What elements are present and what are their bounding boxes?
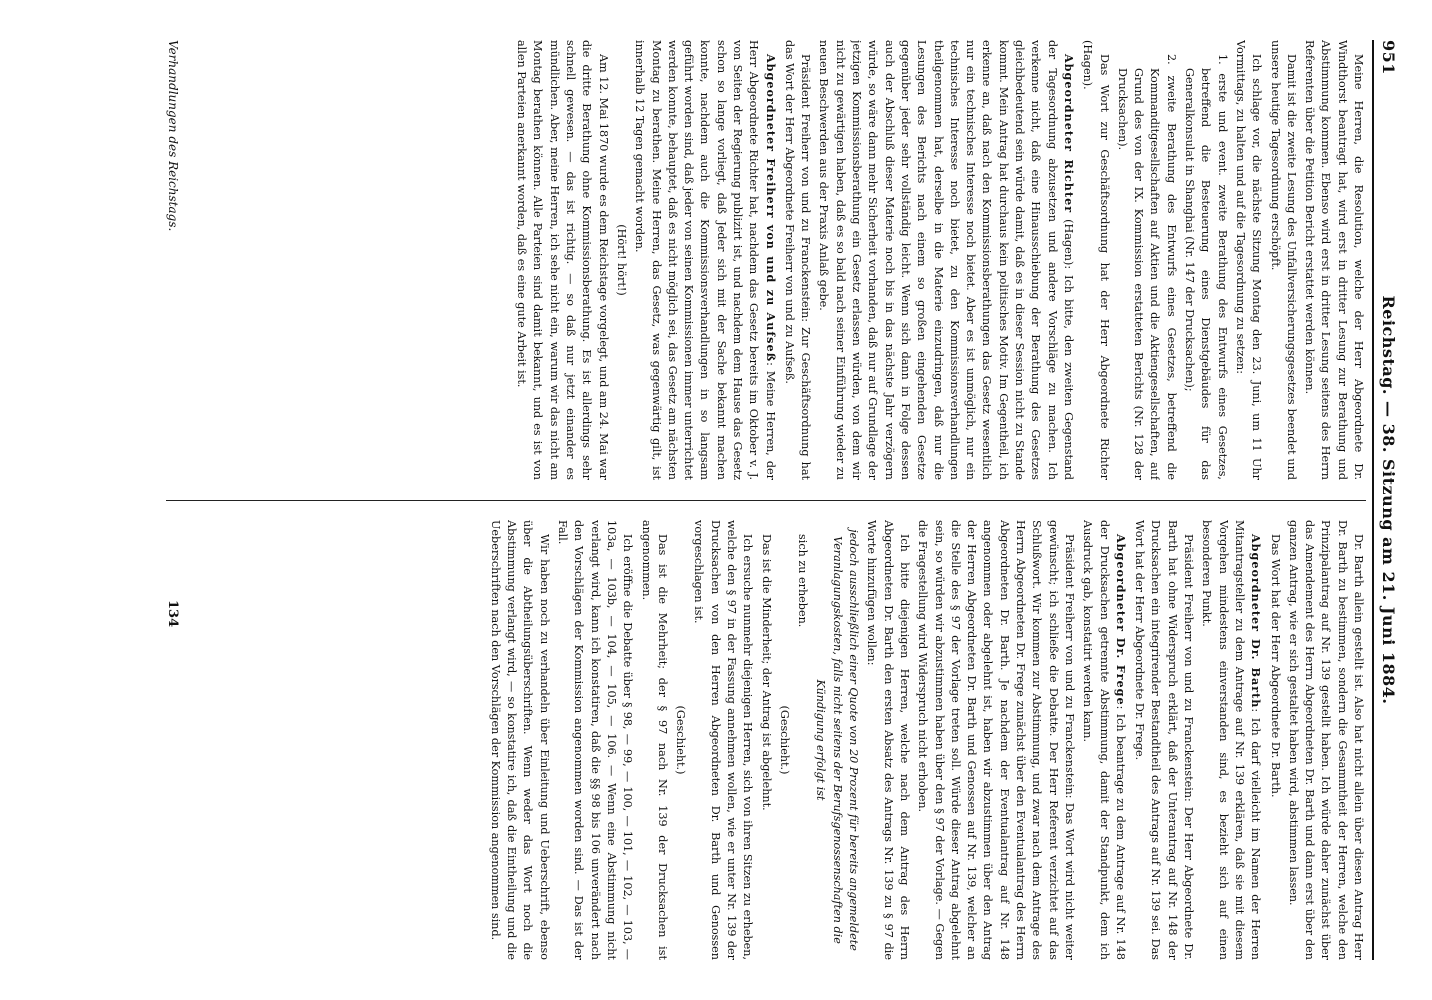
paragraph xyxy=(757,520,773,960)
paragraph xyxy=(631,40,779,480)
paragraph xyxy=(672,520,688,960)
paragraph xyxy=(1131,520,1196,960)
speaker-name: Abgeordneter Dr. Barth xyxy=(1249,534,1264,709)
paragraph-text: (Geschieht.) xyxy=(674,705,688,775)
paragraph xyxy=(815,40,1077,480)
paragraph-text: 2. zweite Berathung des Entwurfs eines Gesetzes, betreffend die Kommanditgesellschaften auf Aktien und die Aktiengesellschaften, auf Grund des von der IX. Kommission erstatteten Berichts (Nr. 128 der Drucksachen). xyxy=(1115,54,1178,480)
paragraph xyxy=(1114,40,1179,480)
footer-page-ref: 134 xyxy=(165,600,180,628)
paragraph-text: Das Wort zur Geschäftsordnung hat der Herr Abgeordnete Richter (Hagen). xyxy=(1081,40,1111,480)
paragraph xyxy=(1285,520,1366,960)
paragraph xyxy=(513,40,611,480)
right-column xyxy=(30,520,1366,960)
paragraph-text: Das ist die Minderheit; der Antrag ist abgelehnt. xyxy=(759,534,773,811)
speaker-name: Abgeordneter Freiherr von und zu Aufseß xyxy=(763,54,778,363)
column-divider xyxy=(166,500,1366,501)
header-rule xyxy=(1372,40,1374,960)
paragraph xyxy=(1198,520,1264,960)
paragraph xyxy=(1181,40,1230,480)
left-column xyxy=(30,40,1366,480)
speaker-name: Abgeordneter Richter xyxy=(1061,54,1076,214)
paragraph xyxy=(781,40,814,480)
paragraph xyxy=(1079,520,1129,960)
paragraph-text: Das Wort hat der Herr Abgeordnete Dr. Barth. xyxy=(1268,534,1282,798)
paragraph xyxy=(1079,40,1112,480)
paragraph-text: Präsident Freiherr von und zu Franckenstein: Das Wort wird nicht weiter gewünscht; ich schließe die Debatte. Der Herr Referent verzichtet auf das Schlußwort. Wir kommen zur Abstimmung, und zwar nach dem Antrage des Herrn Abgeordneten Dr. Frege zunächst über den Eventualantrag des Herrn Abgeordneten Dr. Barth. Je nachdem der Eventualantrag auf Nr. 148 angenommen oder abgelehnt ist, haben wir abzustimmen über den Antrag der Herren Abgeordneten Dr. Barth und Genossen auf Nr. 139, welcher an die Stelle des § 97 der Vorlage treten soll. Würde dieser Antrag abgelehnt sein, so würden wir abzustimmen haben über den § 97 der Vorlage. — Gegen die Fragestellung wird Widerspruch nicht erhoben. xyxy=(916,520,1076,960)
paragraph-text: Dr. Barth allein gestellt ist. Also hat nicht allein über diesen Antrag Herr Dr. Barth zu bestimmen, sondern die Gesammtheit der Herren, welche den Prinzipalantrag auf Nr. 139 gestellt haben. Ich würde daher zunächst über das Amendement des Herrn Abgeordneten Dr. Barth und dann erst über den ganzen Antrag, wie er sich gestaltet haben wird, abstimmen lassen. xyxy=(1286,520,1365,960)
paragraph xyxy=(914,520,1077,960)
paragraph xyxy=(690,520,755,960)
paragraph xyxy=(637,520,670,960)
paragraph-text: (Hagen): Ich bitte, den zweiten Gegenstand der Tagesordnung abzusetzen und andere Vorschläge zu machen. Ich verkenne nicht, daß eine Hinausschiebung der Berathung des Gesetzes gleichbedeutend sein würde damit, daß es in dieser Session nicht zu Stande kommt. Mein Antrag hat durchaus kein politisches Motiv. Im Gegentheil, ich erkenne an, daß nach den Kommissionsberathungen das Gesetz wesentlich nur ein technisches Interesse noch bietet. Aber es ist unmöglich, nur ein technisches Interesse noch bietet, zu den Kommissionsverhandlungen theilgenommen hat, derselbe in die Materie einzudringen, daß nur die Lesungen des Berichts nach einem so großen eingehenden Gesetze gegenüber jeder sehr vollständig leicht. Wenn sich dann in Folge dessen auch der Abschluß dieser Materie noch bis in das nächste Jahr verzögern würde, so wäre dann mehr Sicherheit vorhanden, daß nur auf Grundlage der jetzigen Kommissionsberathung ein Gesetz erlassen würden, von dem wir nicht zu gewärtigen haben, daß es so bald nach seiner Einführung wieder zu neuen Beschwerden aus der Praxis Anlaß gebe. xyxy=(817,40,1075,480)
paragraph-text: Das ist die Mehrheit; der § 97 nach Nr. 139 der Drucksachen ist angenommen. xyxy=(639,520,669,960)
page-header xyxy=(1376,40,1398,960)
paragraph xyxy=(863,520,912,960)
paragraph xyxy=(776,520,792,960)
paragraph-text: : Meine Herren, der Herr Abgeordnete Richter hat, nachdem das Gesetz bereits im Oktober v. J. von Seiten der Regierung publizirt ist, und nachdem dem Hause das Gesetz schon so lange vorliegt, daß Jeder sich mit der Sache bekannt machen konnte, nachdem auch die Kommissionsverhandlungen in so langsam geführt worden sind, daß jeder von seinen Kommissionen immer unterrichtet werden konnte, behauptet, daß es nicht möglich sei, das Gesetz am nächsten Montag zu berathen. Meine Herren, das Gesetz, was gegenwärtig gilt, ist innerhalb 12 Tagen gemacht worden. xyxy=(633,40,777,480)
paragraph-text: Ich bitte diejenigen Herren, welche nach dem Antrag des Herrn Abgeordneten Dr. Barth den ersten Absatz des Antrags Nr. 139 zu § 97 die Worte hinzufügen wollen: xyxy=(865,520,911,960)
paragraph-text: Ich eröffne die Debatte über § 98, — 99, — 100, — 101, — 102, — 103, — 103a, — 103b, — 104, — 105, — 106. — Wenn eine Abstimmung nicht verlangt wird, kann ich konstatiren, daß die §§ 98 bis 106 unverändert nach den Vorschlägen der Kommission angenommen worden sind. — Das ist der Fall. xyxy=(556,520,635,960)
paragraph xyxy=(1266,40,1299,480)
paragraph-text: Damit ist die zweite Lesung des Unfallversicherungsgesetzes beendet und unsere heutige Tagesordnung erschöpft. xyxy=(1268,40,1298,480)
paragraph xyxy=(487,520,552,960)
paragraph-text: Meine Herren, die Resolution, welche der Herr Abgeordnete Dr. Windthorst beantragt hat, wird erst in dritter Lesung zur Berathung und Abstimmung kommen. Ebenso wird erst in dritter Lesung seitens des Herrn Referenten über die Petition Bericht erstattet werden können. xyxy=(1303,40,1365,480)
speaker-name: Abgeordneter Dr. Frege xyxy=(1113,534,1128,706)
paragraph-text: Wir haben noch zu verhandeln über Einleitung und Ueberschrift, ebenso über die Abtheilungsüberschriften. Wenn weder das Wort noch die Abstimmung verlangt wird, — so konstatire ich, daß die Eintheilung und die Ueberschriften nach den Vorschlägen der Kommission angenommen sind. xyxy=(488,520,551,960)
paragraph xyxy=(1232,40,1265,480)
running-title: Reichstag. — 38. Sitzung am 21. Juni 1884. xyxy=(1379,295,1398,705)
page-number: 951 xyxy=(1379,40,1398,75)
paragraph xyxy=(794,520,810,960)
paragraph xyxy=(1266,520,1282,960)
paragraph-text: Präsident Freiherr von und zu Franckenstein: Der Herr Abgeordnete Dr. Barth hat ohne Widerspruch erklärt, daß der Unterantrag auf Nr. 148 der Drucksachen ein integrirender Bestandtheil des Antrags auf Nr. 139 sei. Das Wort hat der Herr Abgeordnete Dr. Frege. xyxy=(1133,520,1196,960)
paragraph-text: sich zu erheben. xyxy=(796,534,810,628)
paragraph-text: Ich schlage vor, die nächste Sitzung Montag den 23. Juni, um 11 Uhr Vormittags, zu halten und auf die Tagesordnung zu setzen: xyxy=(1233,40,1264,480)
paragraph xyxy=(1301,40,1366,480)
paragraph xyxy=(554,520,635,960)
paragraph xyxy=(613,40,629,480)
paragraph-text: Am 12. Mai 1870 wurde es dem Reichstage vorgelegt, und am 24. Mai war die dritte Berathung ohne Kommissionsberathung. Es ist allerdings sehr schnell gewesen. — das ist richtig. — so daß nur jetzt einander es mündlichen. Aber, meine Herren, ich sehe nicht ein, warum wir das nicht am Montag berathen können. Alle Parteien sind damit bekannt, und es ist von allen Parteien anerkannt worden, daß es eine gute Arbeit ist. xyxy=(515,40,610,480)
paragraph-text: (Hört! hört!) xyxy=(614,224,628,296)
paragraph-text: Präsident Freiherr von und zu Franckenstein: Zur Geschäftsordnung hat das Wort der Herr Abgeordnete Freiherr von und zu Aufseß. xyxy=(782,40,813,480)
paragraph-text: : Ich beantrage zu dem Antrage auf Nr. 148 der Drucksachen getrennte Abstimmung, damit der Standpunkt, dem ich Ausdruck gab, konstatirt werden kann. xyxy=(1081,520,1127,960)
paragraph-text: : Ich darf vielleicht im Namen der Herren Mitantragsteller zu dem Antrage auf Nr. 139 erklären, daß sie mit diesem Vorgehen mindestens einverstanden sind, es bezieht sich auf einen besonderen Punkt. xyxy=(1200,520,1263,960)
paragraph-text: jedoch ausschließlich einer Quote von 20 Prozent für bereits angemeldete Veranlagungskosten, falls nicht seitens der Berufsgenossenschaften die Kündigung erfolgt ist xyxy=(814,529,861,951)
footer-source: Verhandlungen des Reichstags. xyxy=(166,40,180,232)
paragraph-text: Ich ersuche nunmehr diejenigen Herren, sich von ihren Sitzen zu erheben, welche den § 97 in der Fassung annehmen wollen, wie er unter Nr. 139 der Drucksachen von den Herren Abgeordneten Dr. Barth und Genossen vorgeschlagen ist. xyxy=(692,520,755,960)
paragraph xyxy=(812,520,861,960)
paragraph-text: 1. erste und event. zweite Berathung des Entwurfs eines Gesetzes, betreffend die Besteuerung eines Dienstgebäudes für das Generalkonsulat in Shanghai (Nr. 147 der Drucksachen); xyxy=(1183,54,1229,480)
paragraph-text: (Geschieht.) xyxy=(777,705,791,775)
